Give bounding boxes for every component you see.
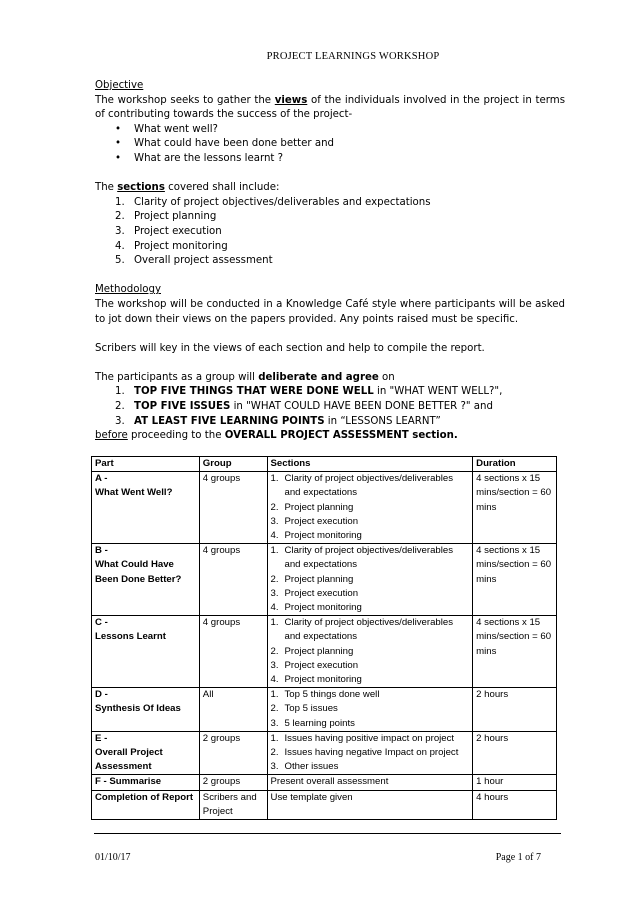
objective-intro-text-end: of the individuals involved in the project in terms of contributing towards the success of the project- (95, 94, 565, 121)
final-instruction-bold: OVERALL PROJECT ASSESSMENT (224, 430, 409, 442)
list-number: 2. (270, 645, 279, 657)
part-title: Overall Project Assessment (95, 747, 163, 773)
list-item (95, 225, 565, 240)
objective-intro-text: The workshop seeks to gather the (95, 94, 275, 106)
list-bold-text: AT LEAST FIVE LEARNING POINTS (134, 415, 325, 427)
part-code: A - (95, 473, 108, 485)
list-bold-text: TOP FIVE THINGS THAT WERE DONE WELL (134, 386, 374, 398)
list-text: Project execution (284, 515, 359, 527)
list-item (271, 515, 470, 529)
cell-sections: Use template given (267, 790, 473, 819)
cell-part (92, 688, 200, 732)
cell-group: 4 groups (199, 544, 267, 616)
list-text: Clarity of project objectives/deliverables and expectations (284, 545, 454, 571)
sections-sublist (271, 472, 470, 543)
cell-part (92, 775, 200, 790)
agreement-list (95, 385, 565, 429)
list-text: Top 5 things done well (284, 689, 380, 701)
participants-intro (95, 371, 565, 386)
list-number: 1. (270, 617, 279, 629)
list-item (271, 616, 470, 644)
list-item (271, 544, 470, 572)
list-item (271, 673, 470, 687)
objective-bullet-list (95, 123, 565, 167)
cell-group: 2 groups (199, 775, 267, 790)
objective-intro-emphasis: views (274, 94, 308, 106)
document-body (95, 79, 565, 444)
final-instruction-underlined: before (95, 430, 128, 442)
list-item: • What are the lessons learnt ? (95, 152, 565, 167)
page-title: PROJECT LEARNINGS WORKSHOP (266, 51, 440, 62)
list-number: 1. (270, 689, 279, 701)
list-text: Clarity of project objectives/deliverables and expectations (284, 473, 454, 499)
list-text: Overall project assessment (134, 255, 273, 267)
methodology-paragraph: The workshop will be conducted in a Knowledge Café style where participants will be asked to jot down their views on the papers provided. Any points raised must be specific. (95, 298, 565, 325)
part-code: E - (95, 732, 108, 744)
methodology-heading: Methodology (95, 284, 161, 296)
list-text: Project monitoring (284, 530, 362, 542)
sections-sublist (271, 688, 470, 731)
column-header-part: Part (92, 457, 200, 472)
sections-sublist (271, 544, 470, 615)
list-item (271, 645, 470, 659)
list-number: 1. (270, 545, 279, 557)
list-bold-text: TOP FIVE ISSUES (134, 401, 231, 413)
cell-duration: 2 hours (473, 688, 557, 732)
list-item (95, 210, 565, 225)
part-title: Lessons Learnt (95, 631, 166, 643)
sections-intro-emphasis: sections (117, 182, 165, 194)
part-code: F - Summarise (95, 776, 162, 788)
list-number: 2. (270, 573, 279, 585)
column-header-group: Group (199, 457, 267, 472)
list-item (271, 746, 470, 760)
list-number: 1. (270, 473, 279, 485)
list-text: Project execution (134, 225, 222, 237)
part-title: What Could Have Been Done Better? (95, 559, 182, 585)
list-number: 3. (115, 415, 125, 427)
list-text: in "WHAT WENT WELL?", (373, 386, 503, 398)
part-title: Synthesis Of Ideas (95, 703, 181, 715)
table-body (92, 472, 557, 820)
final-instruction-text: proceeding to the (127, 430, 225, 442)
table-row (92, 472, 557, 544)
sections-intro (95, 181, 565, 196)
part-code: B - (95, 545, 108, 557)
column-header-duration: Duration (473, 457, 557, 472)
final-instruction (95, 429, 565, 444)
list-number: 2. (115, 211, 125, 223)
list-item (95, 196, 565, 211)
cell-sections (267, 544, 473, 616)
cell-duration: 4 sections x 15 mins/section = 60 mins (473, 472, 557, 544)
list-text: Project monitoring (284, 674, 362, 686)
list-number: 3. (270, 761, 279, 773)
list-text: in “LESSONS LEARNT” (324, 415, 441, 427)
sections-intro-text-end: covered shall include: (164, 182, 280, 194)
list-text: Issues having negative Impact on project (284, 747, 459, 759)
list-text: Clarity of project objectives/deliverables and expectations (134, 196, 431, 208)
cell-part (92, 790, 200, 819)
workshop-schedule-table (91, 456, 557, 820)
participants-intro-text: The participants as a group will (95, 371, 259, 383)
cell-group: 4 groups (199, 472, 267, 544)
list-text: Top 5 issues (284, 703, 338, 715)
list-text: Project monitoring (134, 240, 228, 252)
cell-group: 4 groups (199, 616, 267, 688)
list-item (271, 760, 470, 774)
sections-sublist (271, 616, 470, 687)
list-text: Clarity of project objectives/deliverables and expectations (284, 617, 454, 643)
table-header-row (92, 457, 557, 472)
part-title: What Went Well? (95, 487, 173, 499)
list-item: • What went well? (95, 123, 565, 138)
cell-duration: 4 sections x 15 mins/section = 60 mins (473, 616, 557, 688)
footer-date: 01/10/17 (95, 852, 131, 863)
list-number: 3. (270, 659, 279, 671)
list-item (95, 254, 565, 269)
cell-sections: Present overall assessment (267, 775, 473, 790)
final-instruction-end: section. (408, 430, 458, 442)
list-number: 3. (270, 587, 279, 599)
list-number: 4. (115, 240, 125, 252)
scribers-paragraph: Scribers will key in the views of each section and help to compile the report. (95, 342, 485, 354)
list-item (271, 702, 470, 716)
list-item (271, 587, 470, 601)
cell-duration: 4 hours (473, 790, 557, 819)
list-item (271, 501, 470, 515)
list-number: 2. (270, 501, 279, 513)
list-text: Project execution (284, 659, 359, 671)
list-number: 2. (270, 747, 279, 759)
participants-intro-emphasis: deliberate and agree (258, 371, 379, 383)
list-text: Issues having positive impact on project (284, 732, 455, 744)
list-item (271, 732, 470, 746)
list-number: 5. (115, 255, 125, 267)
table-row (92, 790, 557, 819)
table-row (92, 616, 557, 688)
sections-list (95, 196, 565, 269)
list-item (271, 601, 470, 615)
list-number: 4. (270, 602, 279, 614)
list-text: 5 learning points (284, 717, 355, 729)
table-row (92, 544, 557, 616)
list-number: 1. (270, 732, 279, 744)
list-item (271, 717, 470, 731)
part-code: D - (95, 689, 108, 701)
list-item (271, 529, 470, 543)
list-number: 2. (270, 703, 279, 715)
part-code: C - (95, 617, 108, 629)
list-text: Project planning (284, 573, 354, 585)
table-row (92, 688, 557, 732)
list-number: 1. (115, 196, 125, 208)
part-code: Completion of Report (95, 791, 194, 803)
objective-intro (95, 94, 565, 123)
list-item: • What could have been done better and (95, 137, 565, 152)
cell-duration: 1 hour (473, 775, 557, 790)
list-number: 3. (115, 225, 125, 237)
list-text: Project execution (284, 587, 359, 599)
list-text: Project planning (284, 501, 354, 513)
list-number: 4. (270, 530, 279, 542)
list-item (271, 472, 470, 500)
column-header-sections: Sections (267, 457, 473, 472)
cell-duration: 2 hours (473, 731, 557, 775)
cell-group: 2 groups (199, 731, 267, 775)
list-text: in "WHAT COULD HAVE BEEN DONE BETTER ?" and (230, 401, 493, 413)
cell-part (92, 616, 200, 688)
sections-intro-text: The (95, 182, 118, 194)
list-item (95, 400, 565, 415)
cell-part (92, 731, 200, 775)
list-number: 1. (115, 386, 125, 398)
list-text: Project monitoring (284, 602, 362, 614)
table-row (92, 775, 557, 790)
cell-group: Scribers and Project (199, 790, 267, 819)
list-text: Project planning (284, 645, 354, 657)
objective-heading: Objective (95, 80, 144, 91)
cell-sections (267, 688, 473, 732)
list-text: Other issues (284, 761, 339, 773)
participants-intro-text-end: on (378, 371, 395, 383)
table-row (92, 731, 557, 775)
list-number: 3. (270, 717, 279, 729)
cell-sections (267, 616, 473, 688)
list-item (95, 385, 565, 400)
list-item (271, 659, 470, 673)
cell-sections (267, 731, 473, 775)
cell-duration: 4 sections x 15 mins/section = 60 mins (473, 544, 557, 616)
cell-group: All (199, 688, 267, 732)
footer-divider (94, 833, 561, 834)
cell-sections (267, 472, 473, 544)
list-item (271, 688, 470, 702)
list-number: 4. (270, 674, 279, 686)
footer-page-number: Page 1 of 7 (495, 852, 541, 863)
cell-part (92, 472, 200, 544)
list-item (271, 573, 470, 587)
list-text: Project planning (134, 211, 217, 223)
list-number: 2. (115, 401, 125, 413)
cell-part (92, 544, 200, 616)
list-number: 3. (270, 515, 279, 527)
sections-sublist (271, 732, 470, 775)
list-item (95, 240, 565, 255)
list-item (95, 415, 565, 430)
